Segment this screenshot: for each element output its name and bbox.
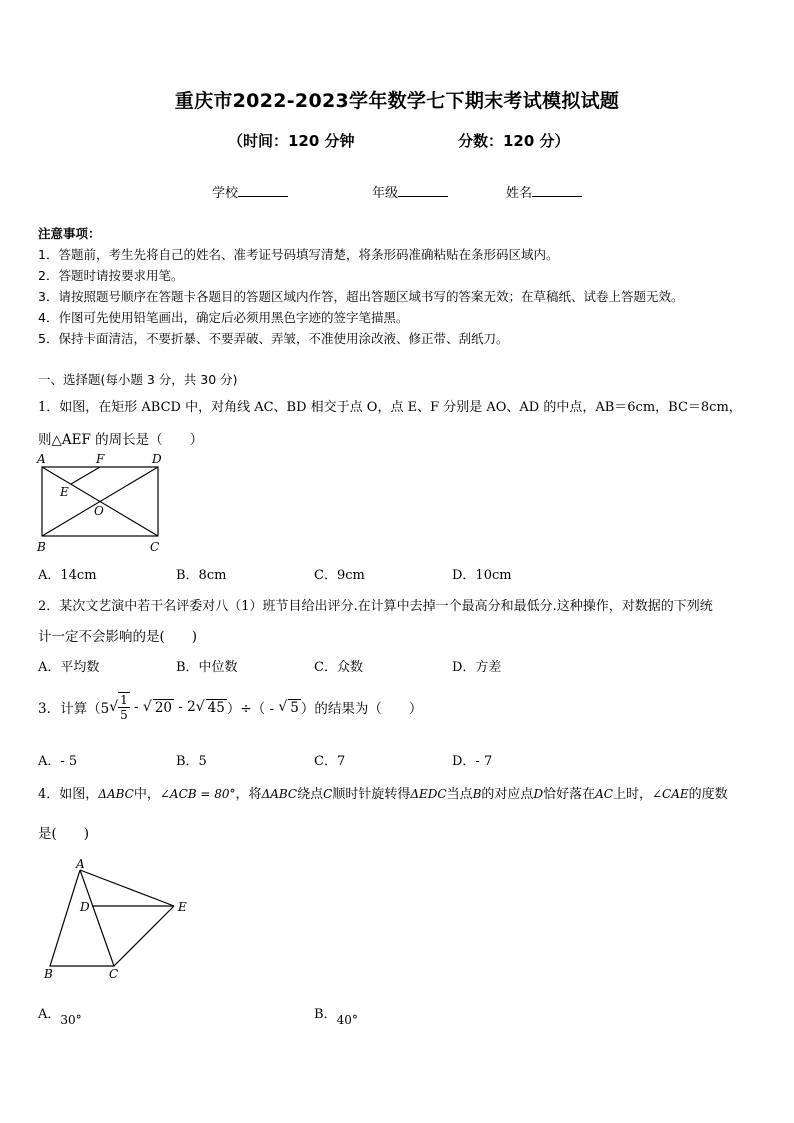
grade-blank <box>398 184 448 197</box>
q4-option-b <box>314 1003 358 1027</box>
notice-item: 1．答题前，考生先将自己的姓名、准考证号码填写清楚，将条形码准确粘贴在条形码区域内。 <box>38 247 559 262</box>
q3-suffix: ）的结果为（ ） <box>300 701 423 717</box>
q2-option-d: D．方差 <box>452 660 502 675</box>
q3-option-a: A．- 5 <box>38 754 78 769</box>
triangle-abc <box>50 870 114 966</box>
name-field <box>506 182 582 201</box>
label-c: C <box>150 540 160 554</box>
q3-middle: ）÷（ - <box>226 701 279 717</box>
grade-label: 年级 <box>372 186 399 201</box>
school-field <box>212 182 288 201</box>
name-blank <box>532 184 582 197</box>
segment-ae <box>80 870 174 906</box>
q4-text-line2: 是( ) <box>38 826 90 842</box>
q4-part: 上时， <box>612 787 652 802</box>
q4-math: AC <box>595 787 613 801</box>
q4-math: B <box>472 787 482 801</box>
q4-part: 顺时针旋转得 <box>332 787 411 802</box>
label-b: B <box>37 540 46 554</box>
q4-part: 的对应点 <box>481 787 534 802</box>
label-o: O <box>94 504 104 518</box>
q2-option-a: A．平均数 <box>38 660 100 675</box>
label-e: E <box>178 900 187 914</box>
school-label: 学校 <box>212 186 239 201</box>
q4-math: D <box>533 787 544 801</box>
q4-option-a-value: 30° <box>60 1013 82 1027</box>
q3-sqrt3: 5 <box>290 699 299 716</box>
q3-frac-num: 1 <box>120 693 128 707</box>
exam-score: 分数：120 分） <box>458 132 570 150</box>
q4-part: 4．如图， <box>38 787 99 802</box>
q1-option-d: D．10cm <box>452 568 512 583</box>
label-d: D <box>80 900 90 914</box>
q3-option-c: C．7 <box>314 754 346 769</box>
q4-rotation-figure <box>38 858 198 983</box>
q4-option-b-value: 40° <box>336 1013 358 1027</box>
q4-option-a <box>38 1003 82 1027</box>
q4-math: C <box>323 787 333 801</box>
segment-ef <box>71 467 100 484</box>
q3-prefix: 3．计算（5 <box>38 701 110 717</box>
q3-frac-den: 5 <box>120 708 128 722</box>
q3-option-b: B．5 <box>176 754 207 769</box>
q3-sqrt1: 20 <box>154 699 173 716</box>
label-d: D <box>152 452 162 466</box>
q1-rectangle-figure <box>34 450 174 555</box>
page-title: 重庆市2022-2023学年数学七下期末考试模拟试题 <box>174 90 620 112</box>
q1-text-line2: 则△AEF 的周长是（ ） <box>38 432 204 448</box>
q2-text-line1: 2．某次文艺演中若干名评委对八（1）班节目给出评分.在计算中去掉一个最高分和最低分.这种操作，对数据的下列统 <box>38 599 713 614</box>
q4-math: ΔEDC <box>410 787 447 801</box>
section-heading: 一、选择题(每小题 3 分，共 30 分) <box>38 372 238 387</box>
q4-math: ΔABC <box>261 787 298 801</box>
label-a: A <box>76 858 85 871</box>
label-a: A <box>37 452 46 466</box>
q1-text-line1: 1．如图，在矩形 ABCD 中，对角线 AC、BD 相交于点 O，点 E、F 分别是 AO、AD 的中点，AB＝6cm，BC＝8cm， <box>38 400 742 415</box>
q3-option-d: D．- 7 <box>452 754 493 769</box>
label-f: F <box>96 452 105 466</box>
segment-ce <box>114 906 174 966</box>
notice-item: 3．请按照题号顺序在答题卡各题目的答题区域内作答，超出答题区域书写的答案无效；在草稿纸、试卷上答题无效。 <box>38 289 684 304</box>
q4-math: ΔABC <box>98 787 134 801</box>
q2-option-b: B．中位数 <box>176 660 238 675</box>
notice-item: 2．答题时请按要求用笔。 <box>38 268 184 283</box>
notice-item: 4．作图可先使用铅笔画出，确定后必须用黑色字迹的签字笔描黑。 <box>38 310 409 325</box>
q2-option-c: C．众数 <box>314 660 363 675</box>
q4-part: 当点 <box>446 787 473 802</box>
q4-part: ，将 <box>235 787 262 802</box>
q3-minus1: - <box>129 699 143 715</box>
notice-item: 5．保持卡面清洁，不要折暴、不要弄破、弄皱，不准使用涂改液、修正带、刮纸刀。 <box>38 331 509 346</box>
q4-part: 恰好落在 <box>543 787 596 802</box>
q1-option-c: C．9cm <box>314 568 365 583</box>
q3-fraction <box>118 692 130 722</box>
q4-part: 绕点 <box>297 787 324 802</box>
q4-option-a-label: A． <box>38 1007 61 1022</box>
exam-time: （时间：120 分钟 <box>228 132 355 150</box>
q4-math: ∠ACB = 80° <box>159 787 236 801</box>
label-b: B <box>44 967 53 981</box>
q4-text-line1 <box>38 783 728 802</box>
q4-option-b-label: B． <box>314 1007 337 1022</box>
q4-math: ∠CAE <box>651 787 689 801</box>
notice-title: 注意事项： <box>38 226 101 241</box>
label-e: E <box>60 485 69 499</box>
q1-option-b: B．8cm <box>176 568 227 583</box>
school-blank <box>238 184 288 197</box>
name-label: 姓名 <box>506 186 533 201</box>
q3-expression: 3．计算（5 √ $\frac{1}{5}$ - √ 20 - 2 √ 45 ）÷（ - √ 5 ）的结果为（ ） <box>38 693 423 722</box>
q1-option-a: A．14cm <box>38 568 97 583</box>
q4-part: 的度数 <box>688 787 728 802</box>
grade-field <box>372 182 448 201</box>
q3-sqrt2: 45 <box>207 699 225 716</box>
label-c: C <box>109 967 119 981</box>
q4-part: 中， <box>133 787 160 802</box>
q2-text-line2: 计一定不会影响的是( ) <box>38 629 198 645</box>
q3-minus2: - 2 <box>174 699 196 715</box>
